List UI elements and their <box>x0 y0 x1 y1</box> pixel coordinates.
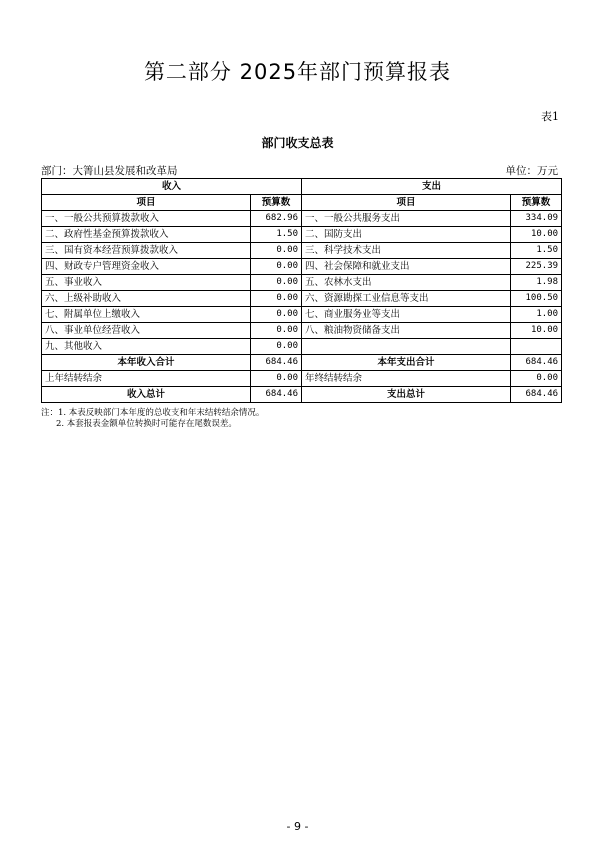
expense-item: 一、一般公共服务支出 <box>302 211 511 227</box>
table-row <box>42 291 562 307</box>
table-row <box>42 259 562 275</box>
income-amount: 0.00 <box>251 275 302 291</box>
income-amount: 0.00 <box>251 259 302 275</box>
expense-amount: 10.00 <box>511 323 562 339</box>
year-expense-total: 684.46 <box>511 355 562 371</box>
table-number: 表1 <box>541 110 559 123</box>
expense-amount: 10.00 <box>511 227 562 243</box>
table-section-header-row <box>42 179 562 195</box>
income-amount-column-header: 预算数 <box>251 195 302 211</box>
budget-summary-table <box>41 178 562 403</box>
income-item: 八、事业单位经营收入 <box>42 323 251 339</box>
income-item: 七、附属单位上缴收入 <box>42 307 251 323</box>
table-column-header-row <box>42 195 562 211</box>
income-item: 五、事业收入 <box>42 275 251 291</box>
expense-grand-total: 684.46 <box>511 387 562 403</box>
expense-item: 三、科学技术支出 <box>302 243 511 259</box>
page-number: - 9 - <box>286 820 309 833</box>
table-row <box>42 227 562 243</box>
expense-amount: 100.50 <box>511 291 562 307</box>
income-grand-total-label: 收入总计 <box>42 387 251 403</box>
note-line: 2. 本套报表金额单位转换时可能存在尾数误差。 <box>56 419 237 429</box>
expense-item: 五、农林水支出 <box>302 275 511 291</box>
income-item: 三、国有资本经营预算拨款收入 <box>42 243 251 259</box>
expense-amount: 1.00 <box>511 307 562 323</box>
income-item: 六、上级补助收入 <box>42 291 251 307</box>
income-amount: 0.00 <box>251 339 302 355</box>
expense-amount <box>511 339 562 355</box>
unit-label: 单位：万元 <box>505 165 558 177</box>
table-row <box>42 275 562 291</box>
income-grand-total: 684.46 <box>251 387 302 403</box>
note-line: 注：1. 本表反映部门本年度的总收支和年末结转结余情况。 <box>41 408 265 418</box>
income-item: 九、其他收入 <box>42 339 251 355</box>
expense-item: 四、社会保障和就业支出 <box>302 259 511 275</box>
table-row <box>42 323 562 339</box>
year-income-total-label: 本年收入合计 <box>42 355 251 371</box>
expense-item: 七、商业服务业等支出 <box>302 307 511 323</box>
table-row <box>42 211 562 227</box>
income-amount: 1.50 <box>251 227 302 243</box>
income-amount: 0.00 <box>251 291 302 307</box>
year-income-total: 684.46 <box>251 355 302 371</box>
carry-out-label: 年终结转结余 <box>302 371 511 387</box>
expense-header: 支出 <box>302 179 562 195</box>
expense-item: 二、国防支出 <box>302 227 511 243</box>
year-expense-total-label: 本年支出合计 <box>302 355 511 371</box>
income-amount: 0.00 <box>251 243 302 259</box>
income-item: 二、政府性基金预算拨款收入 <box>42 227 251 243</box>
table-title: 部门收支总表 <box>261 136 334 150</box>
income-header: 收入 <box>42 179 302 195</box>
table-row <box>42 339 562 355</box>
income-amount: 682.96 <box>251 211 302 227</box>
expense-amount: 334.09 <box>511 211 562 227</box>
table-row <box>42 307 562 323</box>
expense-amount-column-header: 预算数 <box>511 195 562 211</box>
carry-in-label: 上年结转结余 <box>42 371 251 387</box>
expense-amount: 225.39 <box>511 259 562 275</box>
income-item: 一、一般公共预算拨款收入 <box>42 211 251 227</box>
income-amount: 0.00 <box>251 323 302 339</box>
expense-item-column-header: 项目 <box>302 195 511 211</box>
income-item: 四、财政专户管理资金收入 <box>42 259 251 275</box>
table-meta-row <box>41 163 558 177</box>
department-label: 部门：大箐山县发展和改革局 <box>41 165 178 177</box>
table-notes <box>41 408 264 430</box>
carryover-row <box>42 371 562 387</box>
expense-item <box>302 339 511 355</box>
grand-total-row <box>42 387 562 403</box>
year-total-row <box>42 355 562 371</box>
income-amount: 0.00 <box>251 307 302 323</box>
expense-amount: 1.50 <box>511 243 562 259</box>
expense-item: 八、粮油物资储备支出 <box>302 323 511 339</box>
expense-amount: 1.98 <box>511 275 562 291</box>
carry-out-amount: 0.00 <box>511 371 562 387</box>
expense-item: 六、资源勘探工业信息等支出 <box>302 291 511 307</box>
table-row <box>42 243 562 259</box>
page-title: 第二部分 2025年部门预算报表 <box>143 60 452 84</box>
expense-grand-total-label: 支出总计 <box>302 387 511 403</box>
income-item-column-header: 项目 <box>42 195 251 211</box>
carry-in-amount: 0.00 <box>251 371 302 387</box>
